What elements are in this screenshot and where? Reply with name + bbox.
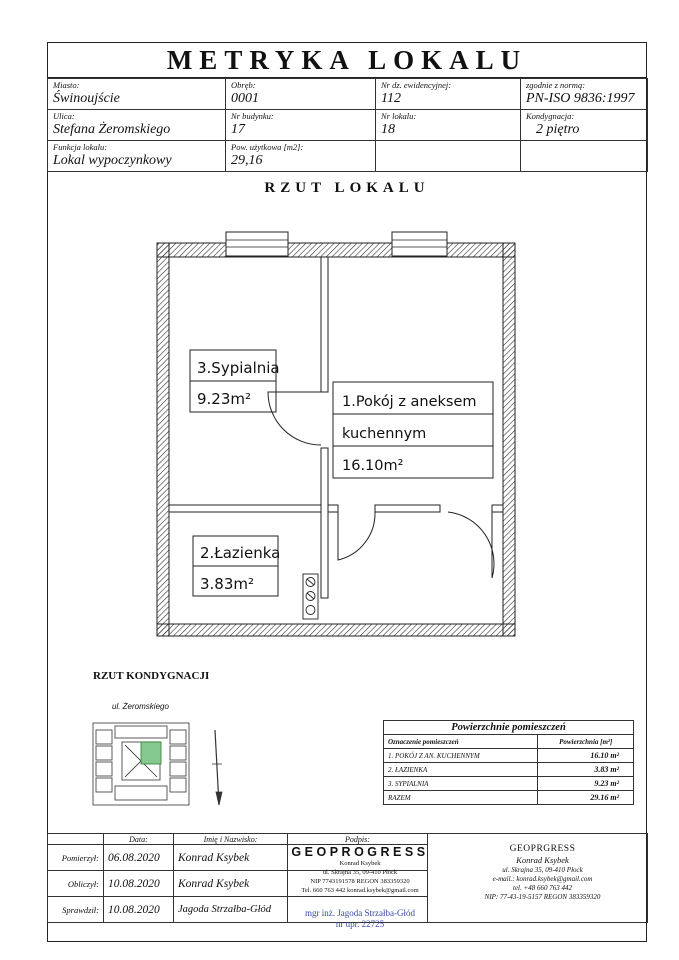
stamp-contact: Tel. 660 763 442 konrad.ksybek@gmail.com [301, 887, 419, 894]
parcel-cell: Nr dz. ewidencyjnej: 112 [376, 79, 521, 110]
city-cell: Miasto: Świnoujście [48, 79, 226, 110]
sig-header-date: Data: [104, 834, 174, 845]
stamp-person: Konrad Ksybek [339, 860, 381, 867]
engineer-stamp [285, 908, 435, 930]
building-value: 17 [231, 122, 245, 137]
company-email: e-mail.: konrad.ksybek@gmail.com [492, 875, 593, 883]
stamp-address: ul. Skrajna 35, 09-410 Płock [322, 869, 398, 876]
unit-cell: Nr lokalu: 18 [376, 110, 521, 141]
floor-value: 2 piętro [536, 122, 580, 137]
room3-name: 3.Sypialnia [197, 359, 280, 377]
room3-area: 9.23m² [197, 390, 252, 408]
usable-area-cell: Pow. użytkowa [m2]: 29,16 [226, 141, 376, 172]
function-value: Lokal wypoczynkowy [53, 153, 172, 168]
unit-value: 18 [381, 122, 395, 137]
company-address: ul. Skrajna 35, 09-410 Płock [502, 866, 583, 874]
stamp-company-name: GEOPROGRESS [291, 845, 429, 859]
usable-area-value: 29,16 [231, 153, 263, 168]
city-value: Świnoujście [53, 91, 120, 106]
signature-row: Sprawdził: 10.08.2020 Jagoda Strzałba-Głód [48, 897, 648, 923]
floor-section-title: RZUT KONDYGNACJI [93, 670, 210, 682]
room2-name: 2.Łazienka [200, 544, 281, 562]
company-nip: NIP: 77-43-19-5157 REGON 383359320 [484, 893, 601, 901]
sig-header-sign: Podpis: [288, 834, 428, 845]
company-person: Konrad Ksybek [516, 855, 569, 865]
company-name: GEOPRGRESS [509, 844, 576, 854]
areas-table [383, 720, 634, 805]
engineer-name: mgr inż. Jagoda Strzałba-Głód [305, 908, 415, 918]
areas-col-area: Powierzchnia [m²] [538, 735, 634, 749]
signature-row: Obliczył: 10.08.2020 Konrad Ksybek [48, 871, 648, 897]
company-info [440, 843, 645, 902]
room1-name-cont: kuchennym [342, 426, 427, 442]
precinct-cell: Obręb: 0001 [226, 79, 376, 110]
table-row-total: RAZEM 29.16 m² [384, 791, 634, 805]
room1-area: 16.10m² [342, 458, 404, 474]
table-row: 3. SYPIALNIA 9.23 m² [384, 777, 634, 791]
bathroom-fixtures [303, 574, 318, 619]
door-bathroom [338, 512, 375, 560]
street-label: ul. Żeromskiego [112, 702, 169, 711]
street-cell: Ulica: Stefana Żeromskiego [48, 110, 226, 141]
doors [268, 392, 494, 578]
signature-row: Pomierzył: 06.08.2020 Konrad Ksybek [48, 845, 648, 871]
company-stamp [288, 845, 432, 895]
stamp-nip: NIP 7743191578 REGON 383359320 [310, 878, 410, 885]
areas-col-name: Oznaczenie pomieszczeń [384, 735, 538, 749]
parcel-value: 112 [381, 91, 401, 106]
building-cell: Nr budynku: 17 [226, 110, 376, 141]
norm-value: PN-ISO 9836:1997 [526, 91, 635, 106]
document-title: METRYKA LOKALU [47, 42, 647, 78]
areas-table-title: Powierzchnie pomieszczeń [384, 721, 634, 735]
plan-title: RZUT LOKALU [264, 180, 430, 196]
building-floor-sketch [93, 723, 222, 805]
precinct-value: 0001 [231, 91, 259, 106]
company-tel: tel. +48 660 763 442 [513, 884, 572, 892]
table-row: 1. POKÓJ Z AN. KUCHENNYM 16.10 m² [384, 749, 634, 763]
sig-header-name: Imię i Nazwisko: [174, 834, 288, 845]
street-value: Stefana Żeromskiego [53, 122, 171, 137]
norm-cell: zgodnie z normą: PN-ISO 9836:1997 [521, 79, 648, 110]
door-entrance [448, 512, 494, 578]
table-row: 2. ŁAZIENKA 3.83 m² [384, 763, 634, 777]
room1-name: 1.Pokój z aneksem [342, 394, 477, 410]
floor-cell: Kondygnacja: 2 piętro [521, 110, 648, 141]
room2-area: 3.83m² [200, 575, 255, 593]
function-cell: Funkcja lokalu: Lokal wypoczynkowy [48, 141, 226, 172]
engineer-license: nr upr. 22725 [335, 919, 385, 929]
